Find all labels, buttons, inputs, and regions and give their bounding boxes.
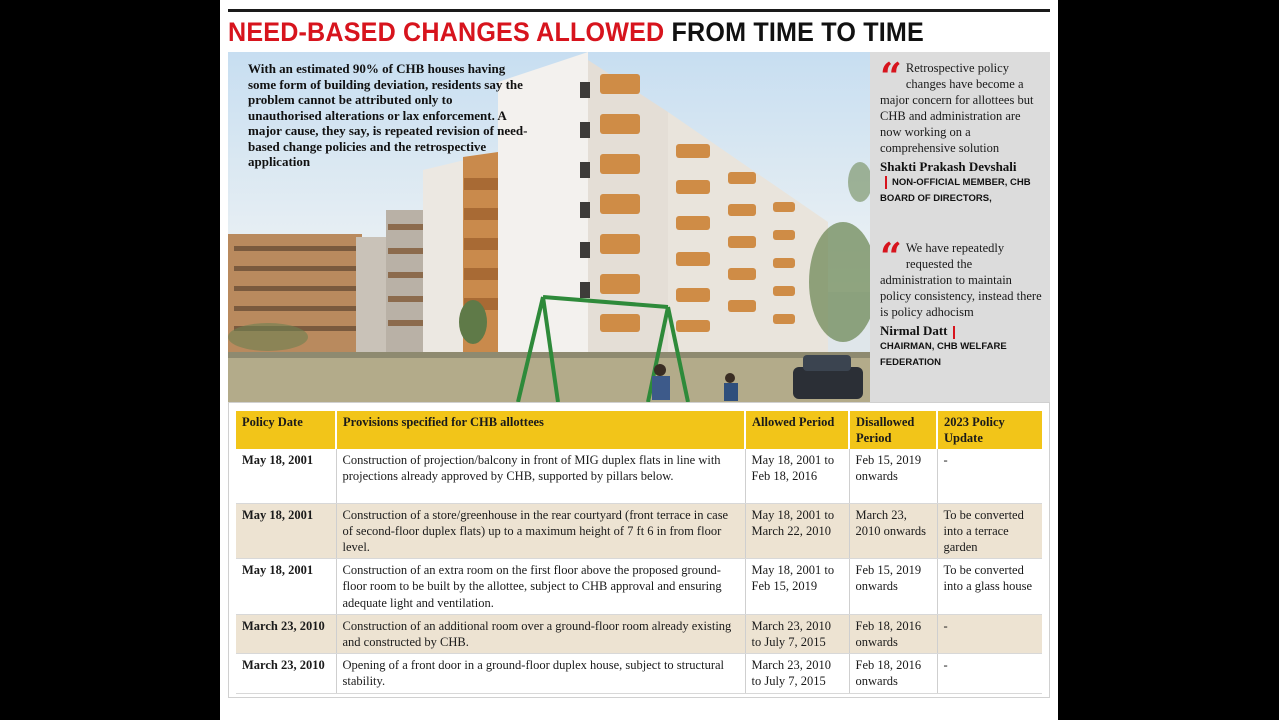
cell-allowed: May 18, 2001 to Feb 18, 2016: [745, 449, 849, 503]
cell-allowed: May 18, 2001 to March 22, 2010: [745, 503, 849, 559]
cell-disallowed: Feb 15, 2019 onwards: [849, 559, 937, 615]
cell-update: To be converted into a terrace garden: [937, 503, 1042, 559]
top-rule: [228, 9, 1050, 12]
cell-update: -: [937, 614, 1042, 653]
cell-disallowed: Feb 15, 2019 onwards: [849, 449, 937, 503]
photo-caption: With an estimated 90% of CHB houses having some form of building deviation, residents say the problem cannot be attributed only to unauthorised alterations or lax enforcement. A major cause, they say, is repeated revision of need-based change policies and the retrospective application: [248, 61, 528, 169]
table-header-row: [236, 411, 1042, 449]
table-row: [236, 614, 1042, 653]
cell-provision: Construction of an extra room on the first floor above the proposed ground-floor room to be built by the allottee, subject to CHB approval and ensuring adequate light and ventilation.: [336, 559, 745, 615]
quotes-panel: [870, 52, 1050, 402]
cell-provision: Opening of a front door in a ground-floor duplex house, subject to structural stability.: [336, 654, 745, 693]
cell-provision: Construction of a store/greenhouse in the rear courtyard (front terrace in case of second-floor duplex flats) up to a maximum height of 7 ft 6 in from floor level.: [336, 503, 745, 559]
quote-2-name-line: [880, 323, 1044, 339]
table-row: [236, 559, 1042, 615]
cell-disallowed: Feb 18, 2016 onwards: [849, 654, 937, 693]
col-header-policy-date: Policy Date: [236, 411, 336, 449]
quote-mark-icon: “: [880, 234, 902, 279]
cell-update: -: [937, 654, 1042, 693]
quote-2-role: CHAIRMAN, CHB WELFARE FEDERATION: [880, 341, 1007, 368]
col-header-allowed-period: Allowed Period: [745, 411, 849, 449]
name-divider: [953, 326, 955, 339]
housing-photo: [228, 52, 870, 402]
cell-policy-date: March 23, 2010: [236, 654, 336, 693]
headline-dark: FROM TIME TO TIME: [671, 17, 924, 47]
cell-allowed: March 23, 2010 to July 7, 2015: [745, 614, 849, 653]
cell-policy-date: May 18, 2001: [236, 449, 336, 503]
quote-1-role: NON-OFFICIAL MEMBER, CHB BOARD OF DIRECTORS,: [880, 177, 1031, 204]
col-header-provisions: Provisions specified for CHB allottees: [336, 411, 745, 449]
col-header-disallowed-period: Disallowed Period: [849, 411, 937, 449]
policy-table: [236, 411, 1042, 694]
cell-disallowed: Feb 18, 2016 onwards: [849, 614, 937, 653]
table-row: [236, 449, 1042, 503]
cell-update: -: [937, 449, 1042, 503]
headline: [228, 14, 924, 50]
col-header-2023-update: 2023 Policy Update: [937, 411, 1042, 449]
table-row: [236, 654, 1042, 693]
cell-provision: Construction of projection/balcony in front of MIG duplex flats in line with projections already approved by CHB, supported by pillars below.: [336, 449, 745, 503]
cell-policy-date: March 23, 2010: [236, 614, 336, 653]
quote-block-2: [880, 234, 1044, 371]
cell-allowed: March 23, 2010 to July 7, 2015: [745, 654, 849, 693]
quote-mark-icon: “: [880, 54, 902, 99]
headline-red: NEED-BASED CHANGES ALLOWED: [228, 17, 665, 47]
cell-policy-date: May 18, 2001: [236, 559, 336, 615]
cell-policy-date: May 18, 2001: [236, 503, 336, 559]
cell-update: To be converted into a glass house: [937, 559, 1042, 615]
table-row: [236, 503, 1042, 559]
cell-allowed: May 18, 2001 to Feb 15, 2019: [745, 559, 849, 615]
quote-block-1: [880, 54, 1044, 207]
cell-provision: Construction of an additional room over a ground-floor room already existing and constructed by CHB.: [336, 614, 745, 653]
quote-2-name: Nirmal Datt: [880, 323, 948, 338]
quote-1-name: Shakti Prakash Devshali: [880, 159, 1017, 174]
newspaper-graphic: [220, 0, 1058, 720]
quote-1-text: Retrospective policy changes have become a major concern for allottees but CHB and administration are now working on a comprehensive solution: [880, 61, 1034, 155]
cell-disallowed: March 23, 2010 onwards: [849, 503, 937, 559]
name-divider: [885, 176, 887, 189]
quote-2-text: We have repeatedly requested the administration to maintain policy consistency, instead there is policy adhocism: [880, 241, 1042, 319]
